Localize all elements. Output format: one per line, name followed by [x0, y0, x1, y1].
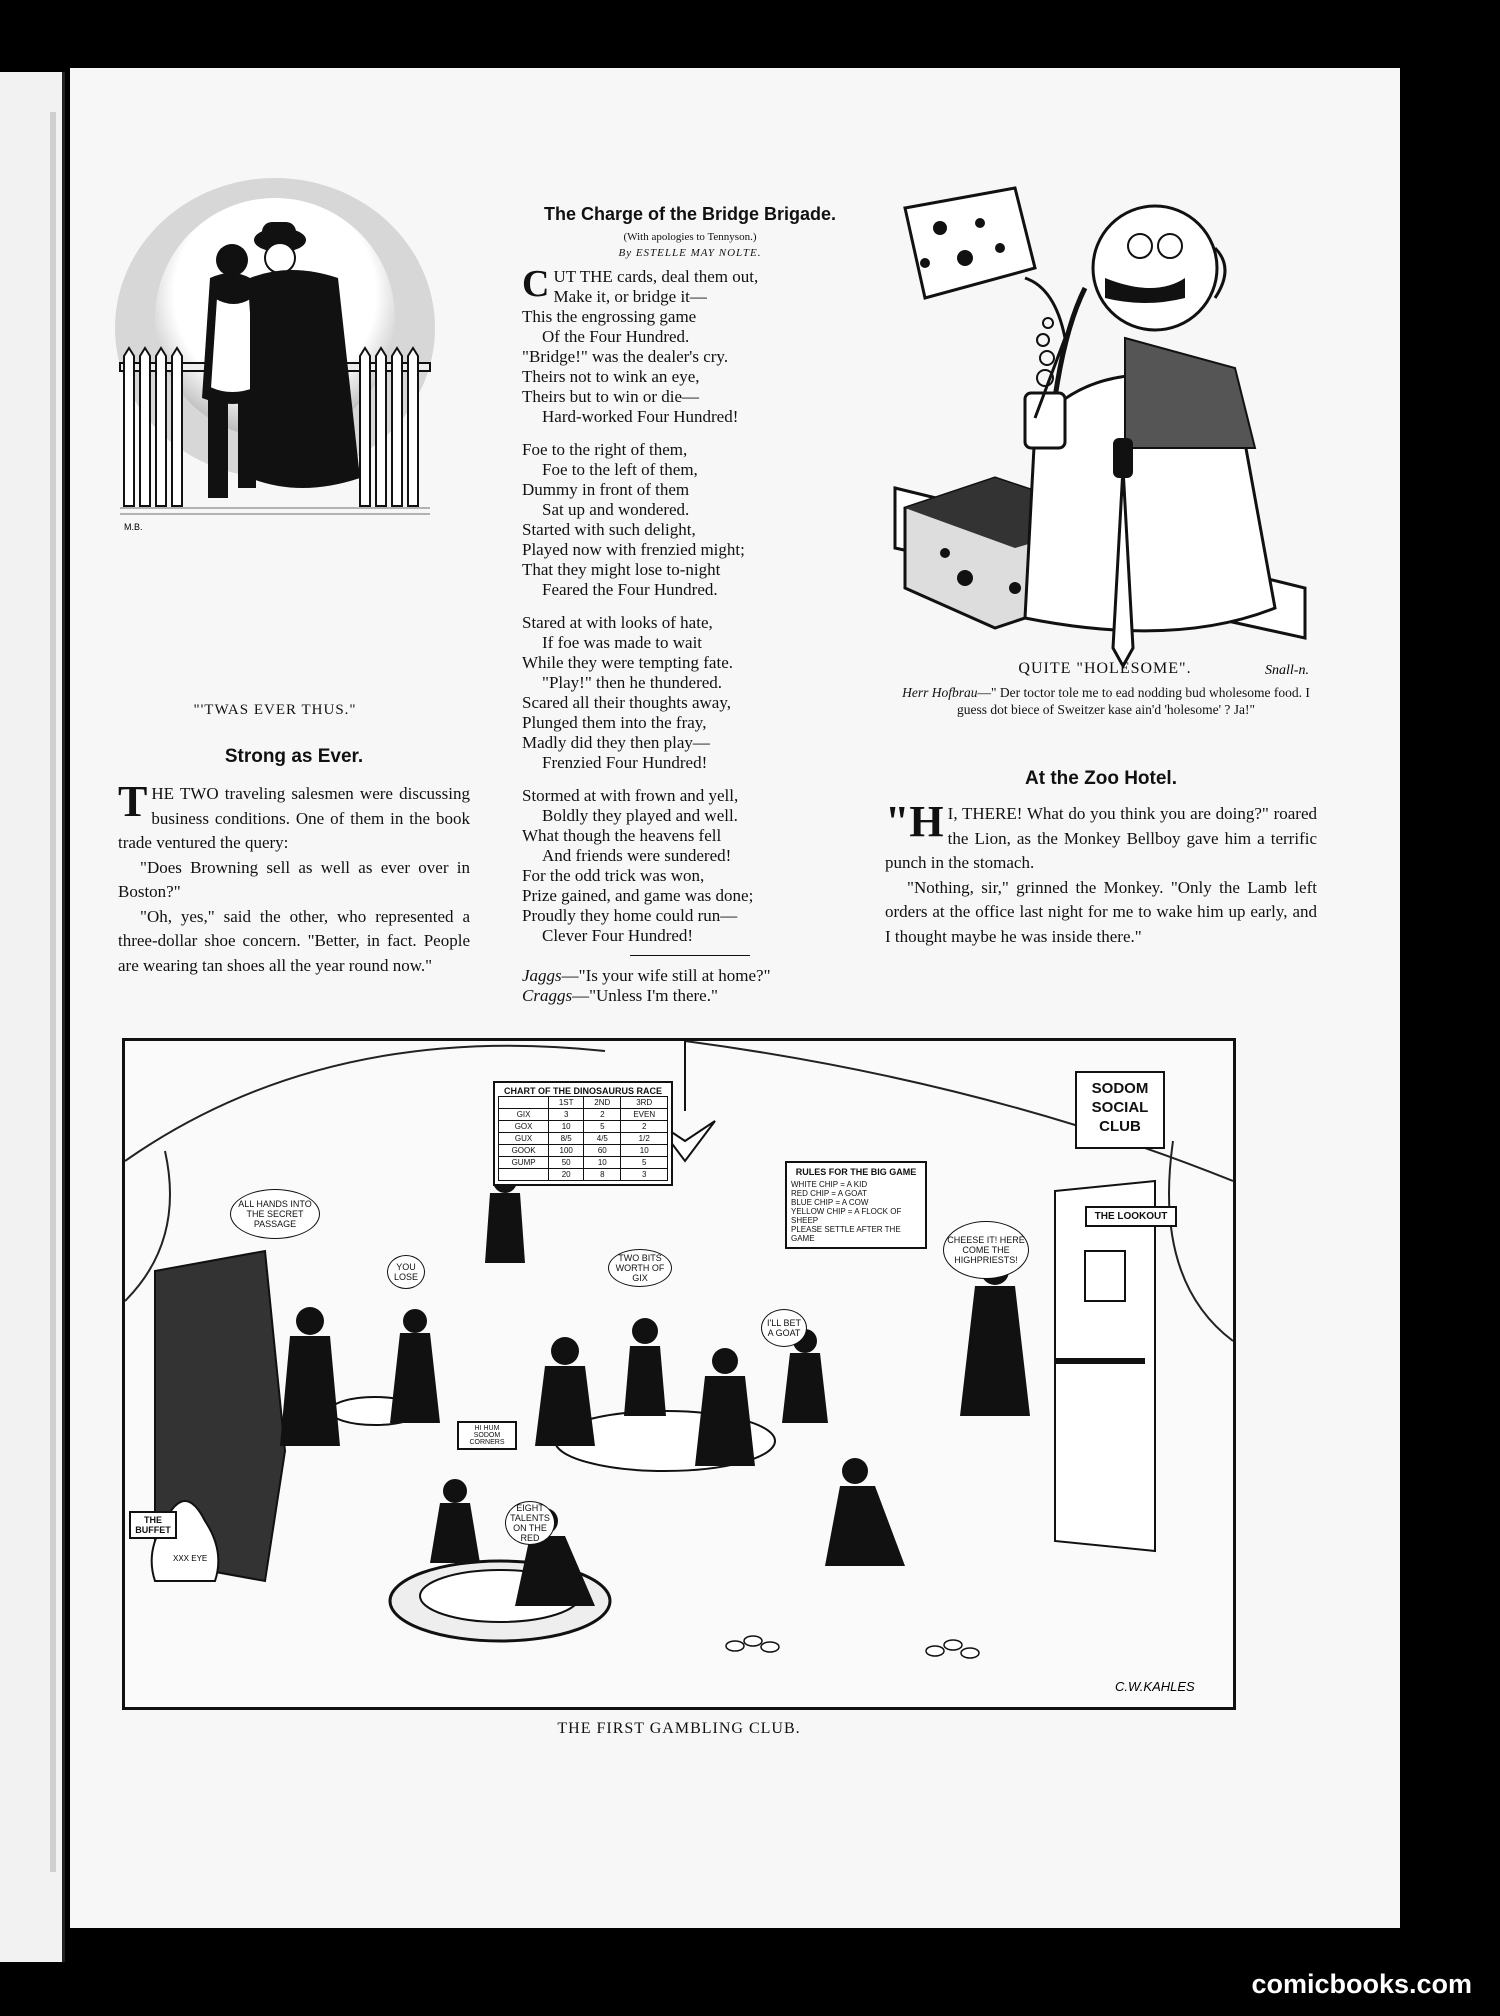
bridge-brigade-poem — [500, 204, 880, 1006]
site-watermark: comicbooks.com — [1251, 1969, 1472, 1999]
first-gambling-club-caption: THE FIRST GAMBLING CLUB. — [557, 1720, 801, 1737]
poem-stanza — [522, 786, 880, 946]
poem-line: If foe was made to wait — [542, 633, 703, 652]
poem-line: Stared at with looks of hate, — [522, 613, 713, 632]
poem-line: Theirs but to win or die— — [522, 387, 700, 406]
dropcap-h: "H — [885, 797, 944, 846]
poem-line: Theirs not to wink an eye, — [522, 367, 700, 386]
rules-line: WHITE CHIP = A KID — [791, 1180, 868, 1189]
rules-line: BLUE CHIP = A COW — [791, 1198, 869, 1207]
poem-line: That they might lose to-night — [522, 560, 721, 579]
strong-as-ever-paragraph-2: "Does Browning sell as well as ever over in Boston?" — [118, 857, 470, 901]
chart-cell: GUMP — [499, 1157, 549, 1169]
chart-cell: 50 — [549, 1157, 584, 1169]
quite-holesome-caption: QUITE "HOLESOME". — [1018, 660, 1192, 677]
poem-line: Make it, or bridge it— — [553, 287, 707, 306]
twas-ever-thus-caption: "'TWAS EVER THUS." — [193, 702, 357, 718]
joke-line-1: Jaggs—"Is your wife still at home?" — [522, 966, 771, 985]
chart-cell: 8 — [584, 1169, 621, 1181]
herr-hofbrau-illustration — [885, 168, 1325, 718]
poem-line: This the engrossing game — [522, 307, 697, 326]
hofbrau-quote: Herr Hofbrau—" Der toctor tole me to ead nodding bud wholesome food. I guess dot biece of Sweitzer kase ain'd 'holesome' ? Ja!" — [902, 685, 1310, 717]
rules-line: PLEASE SETTLE AFTER THE GAME — [791, 1225, 901, 1243]
chart-cell: 1/2 — [621, 1133, 668, 1145]
poem-line: For the odd trick was won, — [522, 866, 705, 885]
poem-line: Proudly they home could run— — [522, 906, 738, 925]
poem-line: Prize gained, and game was done; — [522, 886, 754, 905]
poem-line: Dummy in front of them — [522, 480, 690, 499]
poem-line: Madly did they then play— — [522, 733, 710, 752]
jug-label: XXX EYE — [173, 1554, 208, 1563]
dropcap-t: T — [118, 777, 148, 826]
poem-line: And friends were sundered! — [542, 846, 732, 865]
chart-cell — [499, 1169, 549, 1181]
chart-cell: GUX — [499, 1133, 549, 1145]
cave-scene — [125, 1041, 1233, 1707]
poem-stanza — [522, 613, 880, 773]
buffet-sign: THE BUFFET — [129, 1511, 177, 1539]
poem-stanza — [522, 440, 880, 600]
strong-as-ever-paragraph-3: "Oh, yes," said the other, who represented a three-dollar shoe concern. "Better, in fact. People are wearing tan shoes all the year round now." — [118, 906, 470, 975]
bubble-secret-passage: ALL HANDS INTO THE SECRET PASSAGE — [230, 1189, 320, 1239]
rules-sign: RULES FOR THE BIG GAME WHITE CHIP = A KID RED CHIP = A GOAT BLUE CHIP = A COW YELLOW CHIP = A FLOCK OF SHEEP PLEASE SETTLE AFTER THE GAME — [785, 1161, 927, 1249]
strong-as-ever-heading: Strong as Ever. — [224, 746, 364, 767]
poem-line: Foe to the left of them, — [542, 460, 698, 479]
chart-row — [499, 1157, 668, 1169]
zoo-hotel-article — [885, 768, 1317, 949]
sodom-social-club-sign: SODOM SOCIAL CLUB — [1075, 1071, 1165, 1149]
chart-header-cell: 3RD — [621, 1097, 668, 1109]
zoo-hotel-paragraph-2: "Nothing, sir," grinned the Monkey. "Only the Lamb left orders at the office last night for me to wake him up early, and I thought maybe he was inside there." — [885, 877, 1317, 946]
poem-line: Played now with frenzied might; — [522, 540, 745, 559]
chart-row — [499, 1145, 668, 1157]
poem-line: Foe to the right of them, — [522, 440, 688, 459]
poem-rule — [630, 955, 750, 956]
chart-header-cell: 2ND — [584, 1097, 621, 1109]
chart-cell: GIX — [499, 1109, 549, 1121]
poem-line: What though the heavens fell — [522, 826, 722, 845]
chart-cell: 20 — [549, 1169, 584, 1181]
bubble-you-lose: YOU LOSE — [387, 1255, 425, 1289]
poem-line: Clever Four Hundred! — [542, 926, 694, 945]
rules-line: YELLOW CHIP = A FLOCK OF SHEEP — [791, 1207, 902, 1225]
chart-header-cell — [499, 1097, 549, 1109]
chart-cell: 2 — [621, 1121, 668, 1133]
chart-header-cell: 1ST — [549, 1097, 584, 1109]
poem-line: Feared the Four Hundred. — [542, 580, 718, 599]
chart-cell: 10 — [549, 1121, 584, 1133]
poem-line: Frenzied Four Hundred! — [542, 753, 708, 772]
chart-cell: 5 — [584, 1121, 621, 1133]
chart-row — [499, 1169, 668, 1181]
poem-line: Hard-worked Four Hundred! — [542, 407, 739, 426]
poem-stanza — [522, 263, 880, 427]
poem-line: "Bridge!" was the dealer's cry. — [522, 347, 729, 366]
chart-cell: 5 — [621, 1157, 668, 1169]
chart-cell: 2 — [584, 1109, 621, 1121]
chart-cell: GOOK — [499, 1145, 549, 1157]
poem-line: Scared all their thoughts away, — [522, 693, 731, 712]
first-gambling-club-cartoon — [122, 1038, 1236, 1710]
svg-text:M.B.: M.B. — [124, 522, 143, 532]
lookout-sign: THE LOOKOUT — [1085, 1206, 1177, 1227]
dinosaurus-race-chart: CHART OF THE DINOSAURUS RACE 1ST 2ND 3RD GIX 3 2 EVEN GOX 10 5 2 GUX 8/5 4/5 1/2 GOOK 100 60 10 GUMP 50 10 5 20 8 3 — [493, 1081, 673, 1186]
joke-line-2: Craggs—"Unless I'm there." — [522, 986, 718, 1005]
chart-cell: GOX — [499, 1121, 549, 1133]
bubble-gix: TWO BITS WORTH OF GIX — [608, 1249, 672, 1287]
chart-cell: 8/5 — [549, 1133, 584, 1145]
poem-line: Plunged them into the fray, — [522, 713, 707, 732]
poem-line: Started with such delight, — [522, 520, 696, 539]
chart-cell: 100 — [549, 1145, 584, 1157]
bubble-bet-goat: I'LL BET A GOAT — [761, 1309, 807, 1347]
chart-cell: 10 — [621, 1145, 668, 1157]
bubble-cheese-it: CHEESE IT! HERE COME THE HIGHPRIESTS! — [943, 1221, 1029, 1279]
poem-line: UT THE cards, deal them out, — [553, 267, 759, 286]
magazine-page — [70, 68, 1400, 1928]
left-page-edge — [0, 72, 65, 1962]
poem-line: While they were tempting fate. — [522, 653, 733, 672]
chart-row — [499, 1109, 668, 1121]
poem-line: Stormed at with frown and yell, — [522, 786, 739, 805]
kahles-signature: C.W.KAHLES — [1115, 1679, 1195, 1694]
chart-row — [499, 1133, 668, 1145]
poem-body — [522, 263, 880, 946]
chart-cell: 3 — [621, 1169, 668, 1181]
chart-cell: 10 — [584, 1157, 621, 1169]
twas-ever-thus-illustration — [110, 178, 440, 538]
chart-cell: 60 — [584, 1145, 621, 1157]
strong-as-ever-paragraph-1: THE TWO traveling salesmen were discussing business conditions. One of them in the book trade ventured the query: — [118, 777, 470, 852]
rules-line: RED CHIP = A GOAT — [791, 1189, 867, 1198]
zoo-hotel-heading: At the Zoo Hotel. — [1025, 768, 1177, 789]
poem-line: "Play!" then he thundered. — [542, 673, 723, 692]
poem-line: Sat up and wondered. — [542, 500, 690, 519]
zoo-hotel-paragraph-1: "H I, THERE! What do you think you are doing?" roared the Lion, as the Monkey Bellboy gave him a terrific punch in the stomach. — [885, 797, 1317, 872]
chart-row — [499, 1121, 668, 1133]
poem-line: Boldly they played and well. — [542, 806, 738, 825]
chart-cell: 3 — [549, 1109, 584, 1121]
poem-title: The Charge of the Bridge Brigade. — [543, 204, 837, 224]
corners-sign: HI HUM SODOM CORNERS — [457, 1421, 517, 1450]
poem-subtitle: (With apologies to Tennyson.) — [623, 231, 757, 243]
chart-cell: 4/5 — [584, 1133, 621, 1145]
poem-line: Of the Four Hundred. — [542, 327, 690, 346]
poem-byline: By ESTELLE MAY NOLTE. — [618, 247, 762, 259]
chart-cell: EVEN — [621, 1109, 668, 1121]
dropcap-c: C — [522, 263, 550, 305]
strong-as-ever-article — [118, 746, 470, 978]
bubble-eight-talents: EIGHT TALENTS ON THE RED — [505, 1501, 555, 1545]
hofbrau-signature: Snall-n. — [1265, 663, 1309, 678]
